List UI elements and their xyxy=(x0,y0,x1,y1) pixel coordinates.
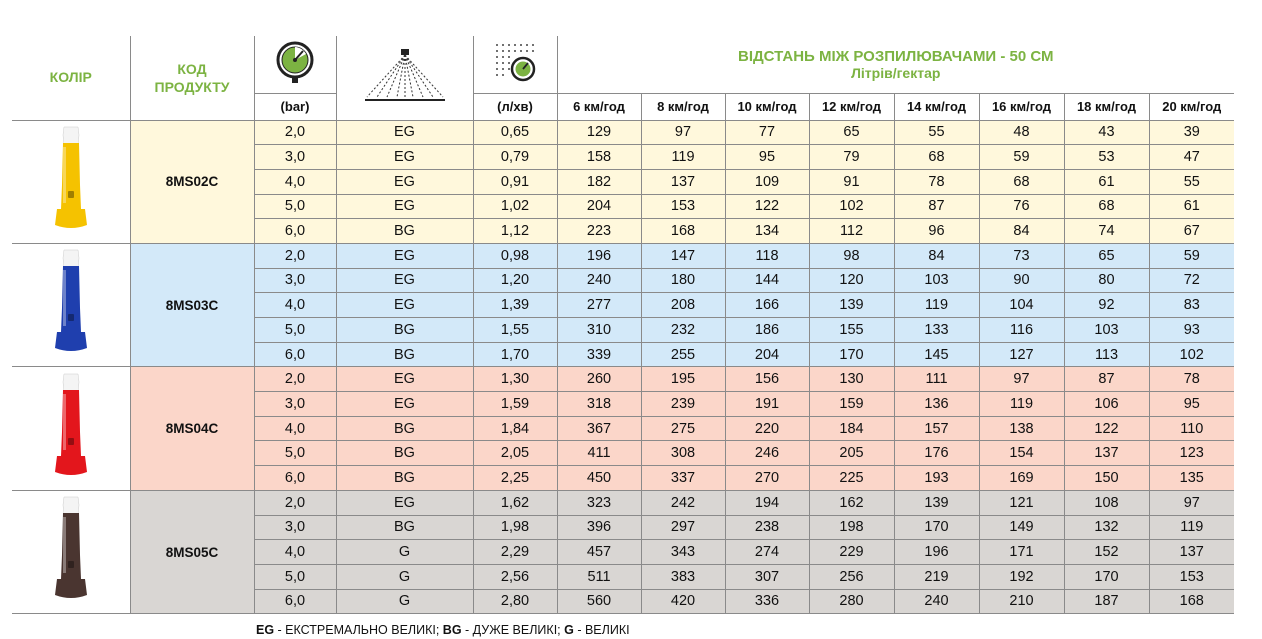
rate-cell: 122 xyxy=(1064,416,1149,441)
flow-cell: 2,25 xyxy=(473,466,557,491)
rate-cell: 457 xyxy=(557,540,641,565)
flow-cell: 1,39 xyxy=(473,293,557,318)
drop-size-cell: EG xyxy=(336,145,473,170)
rate-cell: 84 xyxy=(894,243,979,268)
rate-cell: 318 xyxy=(557,392,641,417)
rate-cell: 239 xyxy=(641,392,725,417)
rate-cell: 59 xyxy=(1149,243,1234,268)
speed-header: 10 км/год xyxy=(725,93,809,120)
rate-cell: 367 xyxy=(557,416,641,441)
rate-cell: 383 xyxy=(641,564,725,589)
rate-cell: 208 xyxy=(641,293,725,318)
flow-cell: 1,59 xyxy=(473,392,557,417)
rate-cell: 92 xyxy=(1064,293,1149,318)
rate-cell: 144 xyxy=(725,268,809,293)
flow-gauge-icon xyxy=(493,41,537,83)
drop-size-cell: BG xyxy=(336,342,473,367)
nozzle-table xyxy=(12,36,1234,614)
drop-size-cell: BG xyxy=(336,318,473,343)
product-code: 8MS04C xyxy=(130,367,254,490)
rate-cell: 223 xyxy=(557,219,641,244)
legend-bg-text: - ДУЖЕ ВЕЛИКІ; xyxy=(461,623,565,637)
nozzle-image-cell xyxy=(12,490,130,613)
rate-cell: 153 xyxy=(1149,564,1234,589)
rate-cell: 511 xyxy=(557,564,641,589)
rate-cell: 396 xyxy=(557,515,641,540)
table-row xyxy=(12,490,1234,515)
rate-cell: 110 xyxy=(1149,416,1234,441)
rate-cell: 139 xyxy=(809,293,894,318)
spray-icon-cell xyxy=(336,36,473,120)
pressure-cell: 6,0 xyxy=(254,342,336,367)
product-code: 8MS03C xyxy=(130,243,254,366)
pressure-cell: 6,0 xyxy=(254,219,336,244)
rate-cell: 127 xyxy=(979,342,1064,367)
rate-cell: 157 xyxy=(894,416,979,441)
table-row xyxy=(12,367,1234,392)
rate-cell: 162 xyxy=(809,490,894,515)
flow-cell: 1,12 xyxy=(473,219,557,244)
product-code: 8MS05C xyxy=(130,490,254,613)
speed-header: 20 км/год xyxy=(1149,93,1234,120)
rate-cell: 145 xyxy=(894,342,979,367)
rate-cell: 90 xyxy=(979,268,1064,293)
rate-cell: 176 xyxy=(894,441,979,466)
table-row xyxy=(12,120,1234,145)
rate-cell: 196 xyxy=(894,540,979,565)
rate-cell: 48 xyxy=(979,120,1064,145)
rate-cell: 560 xyxy=(557,589,641,614)
speed-header: 16 км/год xyxy=(979,93,1064,120)
rate-cell: 159 xyxy=(809,392,894,417)
rate-cell: 119 xyxy=(1149,515,1234,540)
rate-cell: 74 xyxy=(1064,219,1149,244)
rate-cell: 68 xyxy=(979,169,1064,194)
rate-cell: 112 xyxy=(809,219,894,244)
nozzle-table-container xyxy=(12,36,1234,614)
flow-cell: 2,80 xyxy=(473,589,557,614)
drop-size-cell: G xyxy=(336,564,473,589)
rate-cell: 337 xyxy=(641,466,725,491)
rate-cell: 242 xyxy=(641,490,725,515)
speed-header: 8 км/год xyxy=(641,93,725,120)
rate-cell: 97 xyxy=(641,120,725,145)
rate-cell: 137 xyxy=(1064,441,1149,466)
rate-cell: 95 xyxy=(725,145,809,170)
drop-size-cell: EG xyxy=(336,293,473,318)
rate-cell: 198 xyxy=(809,515,894,540)
distance-title: ВІДСТАНЬ МІЖ РОЗПИЛЮВАЧАМИ - 50 СМ xyxy=(738,47,1054,65)
rate-cell: 95 xyxy=(1149,392,1234,417)
pressure-cell: 3,0 xyxy=(254,268,336,293)
code-label-line2: ПРОДУКТУ xyxy=(154,78,230,95)
rate-cell: 297 xyxy=(641,515,725,540)
speed-header: 18 км/год xyxy=(1064,93,1149,120)
pressure-cell: 3,0 xyxy=(254,145,336,170)
flow-cell: 0,65 xyxy=(473,120,557,145)
rate-cell: 78 xyxy=(894,169,979,194)
rate-cell: 153 xyxy=(641,194,725,219)
pressure-cell: 5,0 xyxy=(254,564,336,589)
nozzle-image-cell xyxy=(12,120,130,243)
rate-cell: 39 xyxy=(1149,120,1234,145)
pressure-cell: 2,0 xyxy=(254,243,336,268)
flow-cell: 1,84 xyxy=(473,416,557,441)
legend-g-abbr: G xyxy=(564,623,574,637)
pressure-cell: 5,0 xyxy=(254,194,336,219)
rate-cell: 171 xyxy=(979,540,1064,565)
pressure-cell: 4,0 xyxy=(254,169,336,194)
rate-cell: 308 xyxy=(641,441,725,466)
rate-cell: 152 xyxy=(1064,540,1149,565)
rate-cell: 191 xyxy=(725,392,809,417)
rate-cell: 47 xyxy=(1149,145,1234,170)
rate-cell: 120 xyxy=(809,268,894,293)
drop-size-cell: G xyxy=(336,589,473,614)
rate-cell: 137 xyxy=(641,169,725,194)
flow-cell: 0,98 xyxy=(473,243,557,268)
rate-cell: 55 xyxy=(894,120,979,145)
rate-cell: 119 xyxy=(641,145,725,170)
rate-cell: 168 xyxy=(1149,589,1234,614)
rate-cell: 339 xyxy=(557,342,641,367)
drop-size-legend xyxy=(256,623,630,637)
rate-cell: 204 xyxy=(557,194,641,219)
drop-size-cell: BG xyxy=(336,466,473,491)
code-header xyxy=(130,36,254,120)
nozzle-icon xyxy=(51,495,91,605)
rate-cell: 98 xyxy=(809,243,894,268)
rate-cell: 59 xyxy=(979,145,1064,170)
rate-cell: 260 xyxy=(557,367,641,392)
rate-cell: 184 xyxy=(809,416,894,441)
rate-cell: 182 xyxy=(557,169,641,194)
rate-cell: 270 xyxy=(725,466,809,491)
rate-cell: 139 xyxy=(894,490,979,515)
rate-cell: 149 xyxy=(979,515,1064,540)
rate-cell: 135 xyxy=(1149,466,1234,491)
rate-cell: 76 xyxy=(979,194,1064,219)
pressure-cell: 5,0 xyxy=(254,441,336,466)
distance-unit: Літрів/гектар xyxy=(851,64,941,81)
rate-cell: 219 xyxy=(894,564,979,589)
drop-size-cell: BG xyxy=(336,416,473,441)
nozzle-image-cell xyxy=(12,243,130,366)
rate-cell: 72 xyxy=(1149,268,1234,293)
nozzle-icon xyxy=(51,125,91,235)
drop-size-cell: EG xyxy=(336,367,473,392)
rate-cell: 411 xyxy=(557,441,641,466)
rate-cell: 194 xyxy=(725,490,809,515)
rate-cell: 133 xyxy=(894,318,979,343)
rate-cell: 134 xyxy=(725,219,809,244)
pressure-cell: 4,0 xyxy=(254,540,336,565)
flow-cell: 1,20 xyxy=(473,268,557,293)
rate-cell: 229 xyxy=(809,540,894,565)
pressure-cell: 2,0 xyxy=(254,120,336,145)
flow-cell: 0,79 xyxy=(473,145,557,170)
rate-cell: 116 xyxy=(979,318,1064,343)
rate-cell: 156 xyxy=(725,367,809,392)
speed-header: 12 км/год xyxy=(809,93,894,120)
pressure-cell: 2,0 xyxy=(254,367,336,392)
rate-cell: 65 xyxy=(1064,243,1149,268)
rate-cell: 192 xyxy=(979,564,1064,589)
flow-cell: 1,55 xyxy=(473,318,557,343)
rate-cell: 450 xyxy=(557,466,641,491)
rate-cell: 77 xyxy=(725,120,809,145)
drop-size-cell: BG xyxy=(336,515,473,540)
rate-cell: 118 xyxy=(725,243,809,268)
rate-cell: 129 xyxy=(557,120,641,145)
drop-size-cell: EG xyxy=(336,392,473,417)
flow-cell: 1,30 xyxy=(473,367,557,392)
rate-cell: 96 xyxy=(894,219,979,244)
rate-cell: 65 xyxy=(809,120,894,145)
rate-cell: 255 xyxy=(641,342,725,367)
legend-bg-abbr: BG xyxy=(442,623,462,637)
rate-cell: 274 xyxy=(725,540,809,565)
rate-cell: 80 xyxy=(1064,268,1149,293)
rate-cell: 119 xyxy=(894,293,979,318)
pressure-cell: 6,0 xyxy=(254,466,336,491)
flow-cell: 1,98 xyxy=(473,515,557,540)
legend-g-text: - ВЕЛИКІ xyxy=(573,623,630,637)
pressure-unit: (bar) xyxy=(254,93,336,120)
flow-cell: 2,56 xyxy=(473,564,557,589)
rate-cell: 138 xyxy=(979,416,1064,441)
rate-cell: 187 xyxy=(1064,589,1149,614)
rate-cell: 170 xyxy=(1064,564,1149,589)
legend-eg-abbr: EG xyxy=(256,623,275,637)
rate-cell: 97 xyxy=(979,367,1064,392)
rate-cell: 68 xyxy=(1064,194,1149,219)
rate-cell: 220 xyxy=(725,416,809,441)
flow-cell: 2,29 xyxy=(473,540,557,565)
rate-cell: 78 xyxy=(1149,367,1234,392)
rate-cell: 193 xyxy=(894,466,979,491)
rate-cell: 136 xyxy=(894,392,979,417)
rate-cell: 132 xyxy=(1064,515,1149,540)
flow-unit: (л/хв) xyxy=(473,93,557,120)
rate-cell: 240 xyxy=(894,589,979,614)
pressure-cell: 3,0 xyxy=(254,392,336,417)
nozzle-table-body xyxy=(12,120,1234,614)
rate-cell: 205 xyxy=(809,441,894,466)
rate-cell: 61 xyxy=(1064,169,1149,194)
drop-size-cell: EG xyxy=(336,243,473,268)
rate-cell: 103 xyxy=(894,268,979,293)
rate-cell: 343 xyxy=(641,540,725,565)
rate-cell: 256 xyxy=(809,564,894,589)
rate-cell: 108 xyxy=(1064,490,1149,515)
rate-cell: 204 xyxy=(725,342,809,367)
drop-size-cell: G xyxy=(336,540,473,565)
nozzle-icon xyxy=(51,372,91,482)
rate-cell: 122 xyxy=(725,194,809,219)
drop-size-cell: BG xyxy=(336,219,473,244)
pressure-cell: 2,0 xyxy=(254,490,336,515)
rate-cell: 280 xyxy=(809,589,894,614)
rate-cell: 130 xyxy=(809,367,894,392)
rate-cell: 196 xyxy=(557,243,641,268)
rate-cell: 170 xyxy=(809,342,894,367)
pressure-cell: 6,0 xyxy=(254,589,336,614)
rate-cell: 123 xyxy=(1149,441,1234,466)
rate-cell: 103 xyxy=(1064,318,1149,343)
drop-size-cell: EG xyxy=(336,169,473,194)
speed-header: 14 км/год xyxy=(894,93,979,120)
rate-cell: 93 xyxy=(1149,318,1234,343)
rate-cell: 53 xyxy=(1064,145,1149,170)
rate-cell: 232 xyxy=(641,318,725,343)
rate-cell: 238 xyxy=(725,515,809,540)
flow-cell: 1,70 xyxy=(473,342,557,367)
rate-cell: 246 xyxy=(725,441,809,466)
flow-cell: 1,02 xyxy=(473,194,557,219)
rate-cell: 150 xyxy=(1064,466,1149,491)
drop-size-cell: EG xyxy=(336,490,473,515)
rate-cell: 121 xyxy=(979,490,1064,515)
code-label-line1: КОД xyxy=(177,60,207,77)
rate-cell: 195 xyxy=(641,367,725,392)
rate-cell: 97 xyxy=(1149,490,1234,515)
pressure-cell: 4,0 xyxy=(254,416,336,441)
rate-cell: 310 xyxy=(557,318,641,343)
rate-cell: 155 xyxy=(809,318,894,343)
pressure-icon-cell xyxy=(254,36,336,93)
drop-size-cell: EG xyxy=(336,194,473,219)
rate-cell: 180 xyxy=(641,268,725,293)
rate-cell: 275 xyxy=(641,416,725,441)
rate-cell: 277 xyxy=(557,293,641,318)
rate-cell: 83 xyxy=(1149,293,1234,318)
header-row-top xyxy=(12,36,1234,93)
rate-cell: 323 xyxy=(557,490,641,515)
flow-icon-cell xyxy=(473,36,557,93)
pressure-cell: 5,0 xyxy=(254,318,336,343)
rate-cell: 169 xyxy=(979,466,1064,491)
rate-cell: 240 xyxy=(557,268,641,293)
rate-cell: 67 xyxy=(1149,219,1234,244)
color-label: КОЛІР xyxy=(49,68,92,85)
rate-cell: 102 xyxy=(1149,342,1234,367)
rate-cell: 109 xyxy=(725,169,809,194)
rate-cell: 168 xyxy=(641,219,725,244)
spray-fan-icon xyxy=(363,47,447,103)
rate-cell: 113 xyxy=(1064,342,1149,367)
rate-cell: 79 xyxy=(809,145,894,170)
rate-cell: 61 xyxy=(1149,194,1234,219)
legend-eg-text: - ЕКСТРЕМАЛЬНО ВЕЛИКІ; xyxy=(274,623,443,637)
rate-cell: 104 xyxy=(979,293,1064,318)
rate-cell: 336 xyxy=(725,589,809,614)
rate-cell: 106 xyxy=(1064,392,1149,417)
rate-cell: 91 xyxy=(809,169,894,194)
pressure-cell: 4,0 xyxy=(254,293,336,318)
flow-cell: 1,62 xyxy=(473,490,557,515)
rate-cell: 119 xyxy=(979,392,1064,417)
pressure-cell: 3,0 xyxy=(254,515,336,540)
rate-cell: 73 xyxy=(979,243,1064,268)
rate-cell: 225 xyxy=(809,466,894,491)
rate-cell: 137 xyxy=(1149,540,1234,565)
flow-cell: 2,05 xyxy=(473,441,557,466)
rate-cell: 87 xyxy=(894,194,979,219)
rate-cell: 68 xyxy=(894,145,979,170)
drop-size-cell: EG xyxy=(336,120,473,145)
rate-cell: 55 xyxy=(1149,169,1234,194)
rate-cell: 166 xyxy=(725,293,809,318)
pressure-gauge-icon xyxy=(275,40,315,84)
color-header xyxy=(12,36,130,120)
rate-cell: 147 xyxy=(641,243,725,268)
rate-cell: 154 xyxy=(979,441,1064,466)
table-row xyxy=(12,243,1234,268)
nozzle-image-cell xyxy=(12,367,130,490)
rate-cell: 186 xyxy=(725,318,809,343)
distance-header xyxy=(557,36,1234,93)
flow-cell: 0,91 xyxy=(473,169,557,194)
rate-cell: 158 xyxy=(557,145,641,170)
product-code: 8MS02C xyxy=(130,120,254,243)
rate-cell: 84 xyxy=(979,219,1064,244)
rate-cell: 210 xyxy=(979,589,1064,614)
rate-cell: 420 xyxy=(641,589,725,614)
rate-cell: 111 xyxy=(894,367,979,392)
rate-cell: 87 xyxy=(1064,367,1149,392)
rate-cell: 102 xyxy=(809,194,894,219)
speed-header: 6 км/год xyxy=(557,93,641,120)
rate-cell: 170 xyxy=(894,515,979,540)
rate-cell: 43 xyxy=(1064,120,1149,145)
drop-size-cell: EG xyxy=(336,268,473,293)
nozzle-icon xyxy=(51,248,91,358)
rate-cell: 307 xyxy=(725,564,809,589)
drop-size-cell: BG xyxy=(336,441,473,466)
